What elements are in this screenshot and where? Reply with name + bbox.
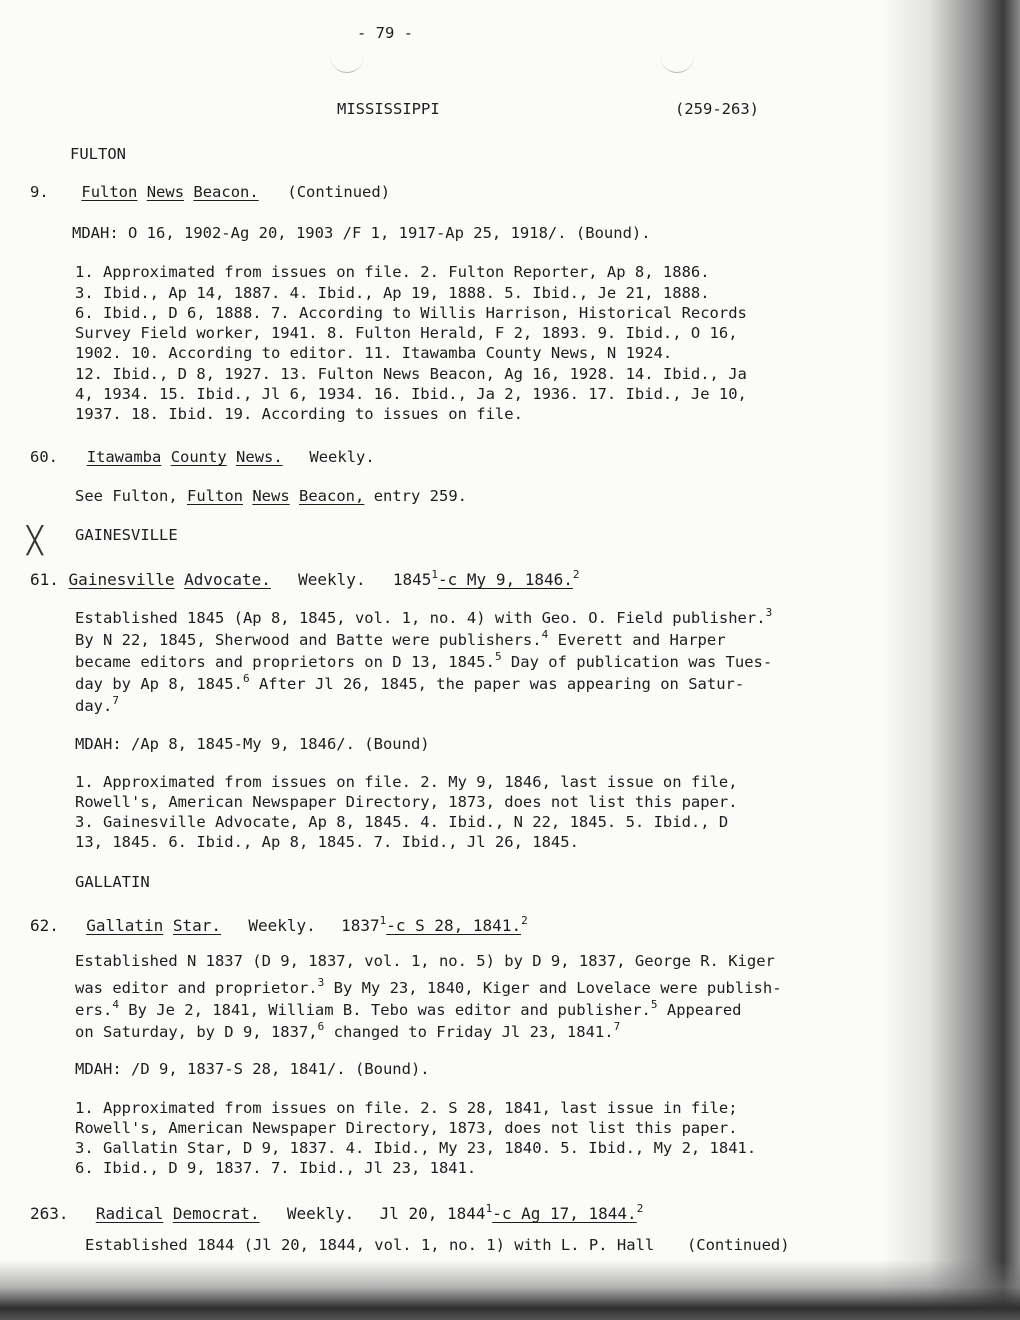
title-word: Star. — [172, 916, 222, 935]
footnote-ref: 7 — [112, 694, 119, 707]
entry-status: (Continued) — [287, 183, 391, 201]
footnote-ref: 4 — [541, 628, 549, 641]
body-text: day by Ap 8, 1845. — [75, 675, 243, 693]
title-word: Gallatin — [86, 916, 164, 935]
footnote-ref: 1 — [379, 914, 387, 927]
footnote-ref: 6 — [242, 672, 250, 685]
see-reference — [75, 487, 467, 505]
body-text: Everett and Harper — [557, 631, 726, 649]
footnote-ref: 2 — [521, 914, 528, 927]
margin-x-mark: ╳ — [27, 526, 43, 556]
note-line: 1. Approximated from issues on file. 2. My 9, 1846, last issue on file, — [75, 773, 738, 791]
dates: Jl 20, 1844 — [379, 1204, 486, 1223]
footnote-ref: 5 — [650, 998, 658, 1011]
title-word: Advocate. — [184, 570, 271, 589]
body-line — [85, 1236, 790, 1254]
note-line: Rowell's, American Newspaper Directory, 1873, does not list this paper. — [75, 1119, 738, 1137]
footnote-ref: 7 — [613, 1020, 621, 1033]
footnote-ref: 2 — [572, 568, 580, 581]
body-text: ers. — [75, 1001, 113, 1019]
footnote-ref: 3 — [765, 606, 773, 619]
note-line: 6. Ibid., D 6, 1888. 7. According to Willis Harrison, Historical Records — [75, 304, 747, 322]
section-gallatin: GALLATIN — [75, 873, 150, 891]
title-word: Fulton — [81, 183, 138, 201]
holdings-259: MDAH: O 16, 1902-Ag 20, 1903 /F 1, 1917-Ap 25, 1918/. (Bound). — [72, 224, 651, 242]
footnote-ref: 1 — [485, 1202, 493, 1215]
body-line — [75, 648, 772, 671]
body-text: was editor and proprietor. — [75, 979, 318, 997]
body-line: Established N 1837 (D 9, 1837, vol. 1, no. 5) by D 9, 1837, George R. Kiger — [75, 952, 775, 970]
note-line: 4, 1934. 15. Ibid., Jl 6, 1934. 16. Ibid., Ja 2, 1936. 17. Ibid., Je 10, — [75, 385, 747, 403]
title-word: Radical — [95, 1204, 164, 1223]
title-word: News. — [236, 448, 283, 466]
dates: -c Ag 17, 1844. — [492, 1204, 637, 1223]
entry-262 — [30, 912, 528, 935]
title-word: Beacon. — [193, 183, 259, 201]
body-text: By My 23, 1840, Kiger and Lovelace were publish- — [333, 979, 782, 997]
frequency: Weekly. — [309, 448, 375, 466]
title-word: County — [170, 448, 227, 466]
dates: 1837 — [341, 916, 380, 935]
footnote-ref: 5 — [494, 650, 502, 663]
note-line: 12. Ibid., D 8, 1927. 13. Fulton News Beacon, Ag 16, 1928. 14. Ibid., Ja — [75, 365, 747, 383]
body-text: Appeared — [666, 1001, 742, 1019]
dates: -c My 9, 1846. — [438, 570, 573, 589]
entry-259 — [30, 183, 390, 201]
note-line: Survey Field worker, 1941. 8. Fulton Herald, F 2, 1893. 9. Ibid., O 16, — [75, 324, 738, 342]
see-text: entry 259. — [373, 487, 468, 505]
body-line — [75, 996, 742, 1019]
note-line: 3. Ibid., Ap 14, 1887. 4. Ibid., Ap 19, 1888. 5. Ibid., Je 21, 1888. — [75, 284, 710, 302]
body-text: day. — [75, 697, 113, 715]
entry-number: 263. — [30, 1204, 69, 1223]
holdings-262: MDAH: /D 9, 1837-S 28, 1841/. (Bound). — [75, 1060, 430, 1078]
entry-status: (Continued) — [686, 1236, 790, 1254]
entry-260 — [30, 448, 375, 466]
note-line: 3. Gainesville Advocate, Ap 8, 1845. 4. Ibid., N 22, 1845. 5. Ibid., D — [75, 813, 729, 831]
note-line: 6. Ibid., D 9, 1837. 7. Ibid., Jl 23, 1841. — [75, 1159, 477, 1177]
body-text: became editors and proprietors on D 13, 1845. — [75, 653, 495, 671]
note-line: 1937. 18. Ibid. 19. According to issues on file. — [75, 405, 523, 423]
note-line: 3. Gallatin Star, D 9, 1837. 4. Ibid., My 23, 1840. 5. Ibid., My 2, 1841. — [75, 1139, 757, 1157]
dates: 1845 — [392, 570, 432, 589]
body-text: changed to Friday Jl 23, 1841. — [333, 1023, 614, 1041]
body-text: Established 1844 (Jl 20, 1844, vol. 1, no. 1) with L. P. Hall — [85, 1236, 655, 1254]
body-text: After Jl 26, 1845, the paper was appearing on Satur- — [258, 675, 745, 693]
entry-number: 9. — [30, 183, 49, 201]
footnote-ref: 4 — [112, 998, 119, 1011]
see-text: See Fulton, — [75, 487, 178, 505]
body-text: on Saturday, by D 9, 1837, — [75, 1023, 318, 1041]
frequency: Weekly. — [298, 570, 366, 589]
note-line: 13, 1845. 6. Ibid., Ap 8, 1845. 7. Ibid., Jl 26, 1845. — [75, 833, 579, 851]
holdings-261: MDAH: /Ap 8, 1845-My 9, 1846/. (Bound) — [75, 735, 430, 753]
body-line — [75, 670, 744, 693]
body-text: By N 22, 1845, Sherwood and Batte were publishers. — [75, 631, 542, 649]
see-title-word: Beacon, — [299, 487, 365, 505]
entry-number: 60. — [30, 448, 58, 466]
footnote-ref: 6 — [317, 1020, 325, 1033]
note-line: Rowell's, American Newspaper Directory, 1873, does not list this paper. — [75, 793, 738, 811]
body-line — [75, 626, 726, 649]
frequency: Weekly. — [286, 1204, 355, 1223]
entry-range: (259-263) — [675, 100, 759, 118]
body-line — [75, 1018, 620, 1041]
footnote-ref: 3 — [317, 976, 325, 989]
dates: -c S 28, 1841. — [386, 916, 522, 935]
section-fulton: FULTON — [70, 145, 126, 163]
see-title-word: News — [252, 487, 290, 505]
body-line — [75, 692, 119, 715]
state-heading: MISSISSIPPI — [337, 100, 440, 118]
body-line — [75, 604, 772, 627]
body-line — [75, 974, 782, 997]
entry-263 — [30, 1200, 643, 1223]
body-text: Established 1845 (Ap 8, 1845, vol. 1, no. 4) with Geo. O. Field publisher. — [75, 609, 766, 627]
title-word: News — [146, 183, 185, 201]
note-line: 1902. 10. According to editor. 11. Itawamba County News, N 1924. — [75, 344, 673, 362]
footnote-ref: 2 — [636, 1202, 644, 1215]
body-text: By Je 2, 1841, William B. Tebo was editor and publisher. — [128, 1001, 651, 1019]
entry-number: 62. — [30, 916, 59, 935]
note-line: 1. Approximated from issues on file. 2. Fulton Reporter, Ap 8, 1886. — [75, 263, 710, 281]
entry-number: 61. — [30, 570, 59, 589]
entry-261 — [30, 566, 580, 589]
note-line: 1. Approximated from issues on file. 2. S 28, 1841, last issue in file; — [75, 1099, 738, 1117]
footnote-ref: 1 — [431, 568, 439, 581]
body-text: Day of publication was Tues- — [510, 653, 773, 671]
see-title-word: Fulton — [187, 487, 243, 505]
section-gainesville: GAINESVILLE — [75, 526, 178, 544]
frequency: Weekly. — [248, 916, 316, 935]
title-word: Gainesville — [68, 570, 175, 589]
title-word: Itawamba — [86, 448, 162, 466]
title-word: Democrat. — [172, 1204, 260, 1223]
page-number: - 79 - — [357, 24, 413, 42]
